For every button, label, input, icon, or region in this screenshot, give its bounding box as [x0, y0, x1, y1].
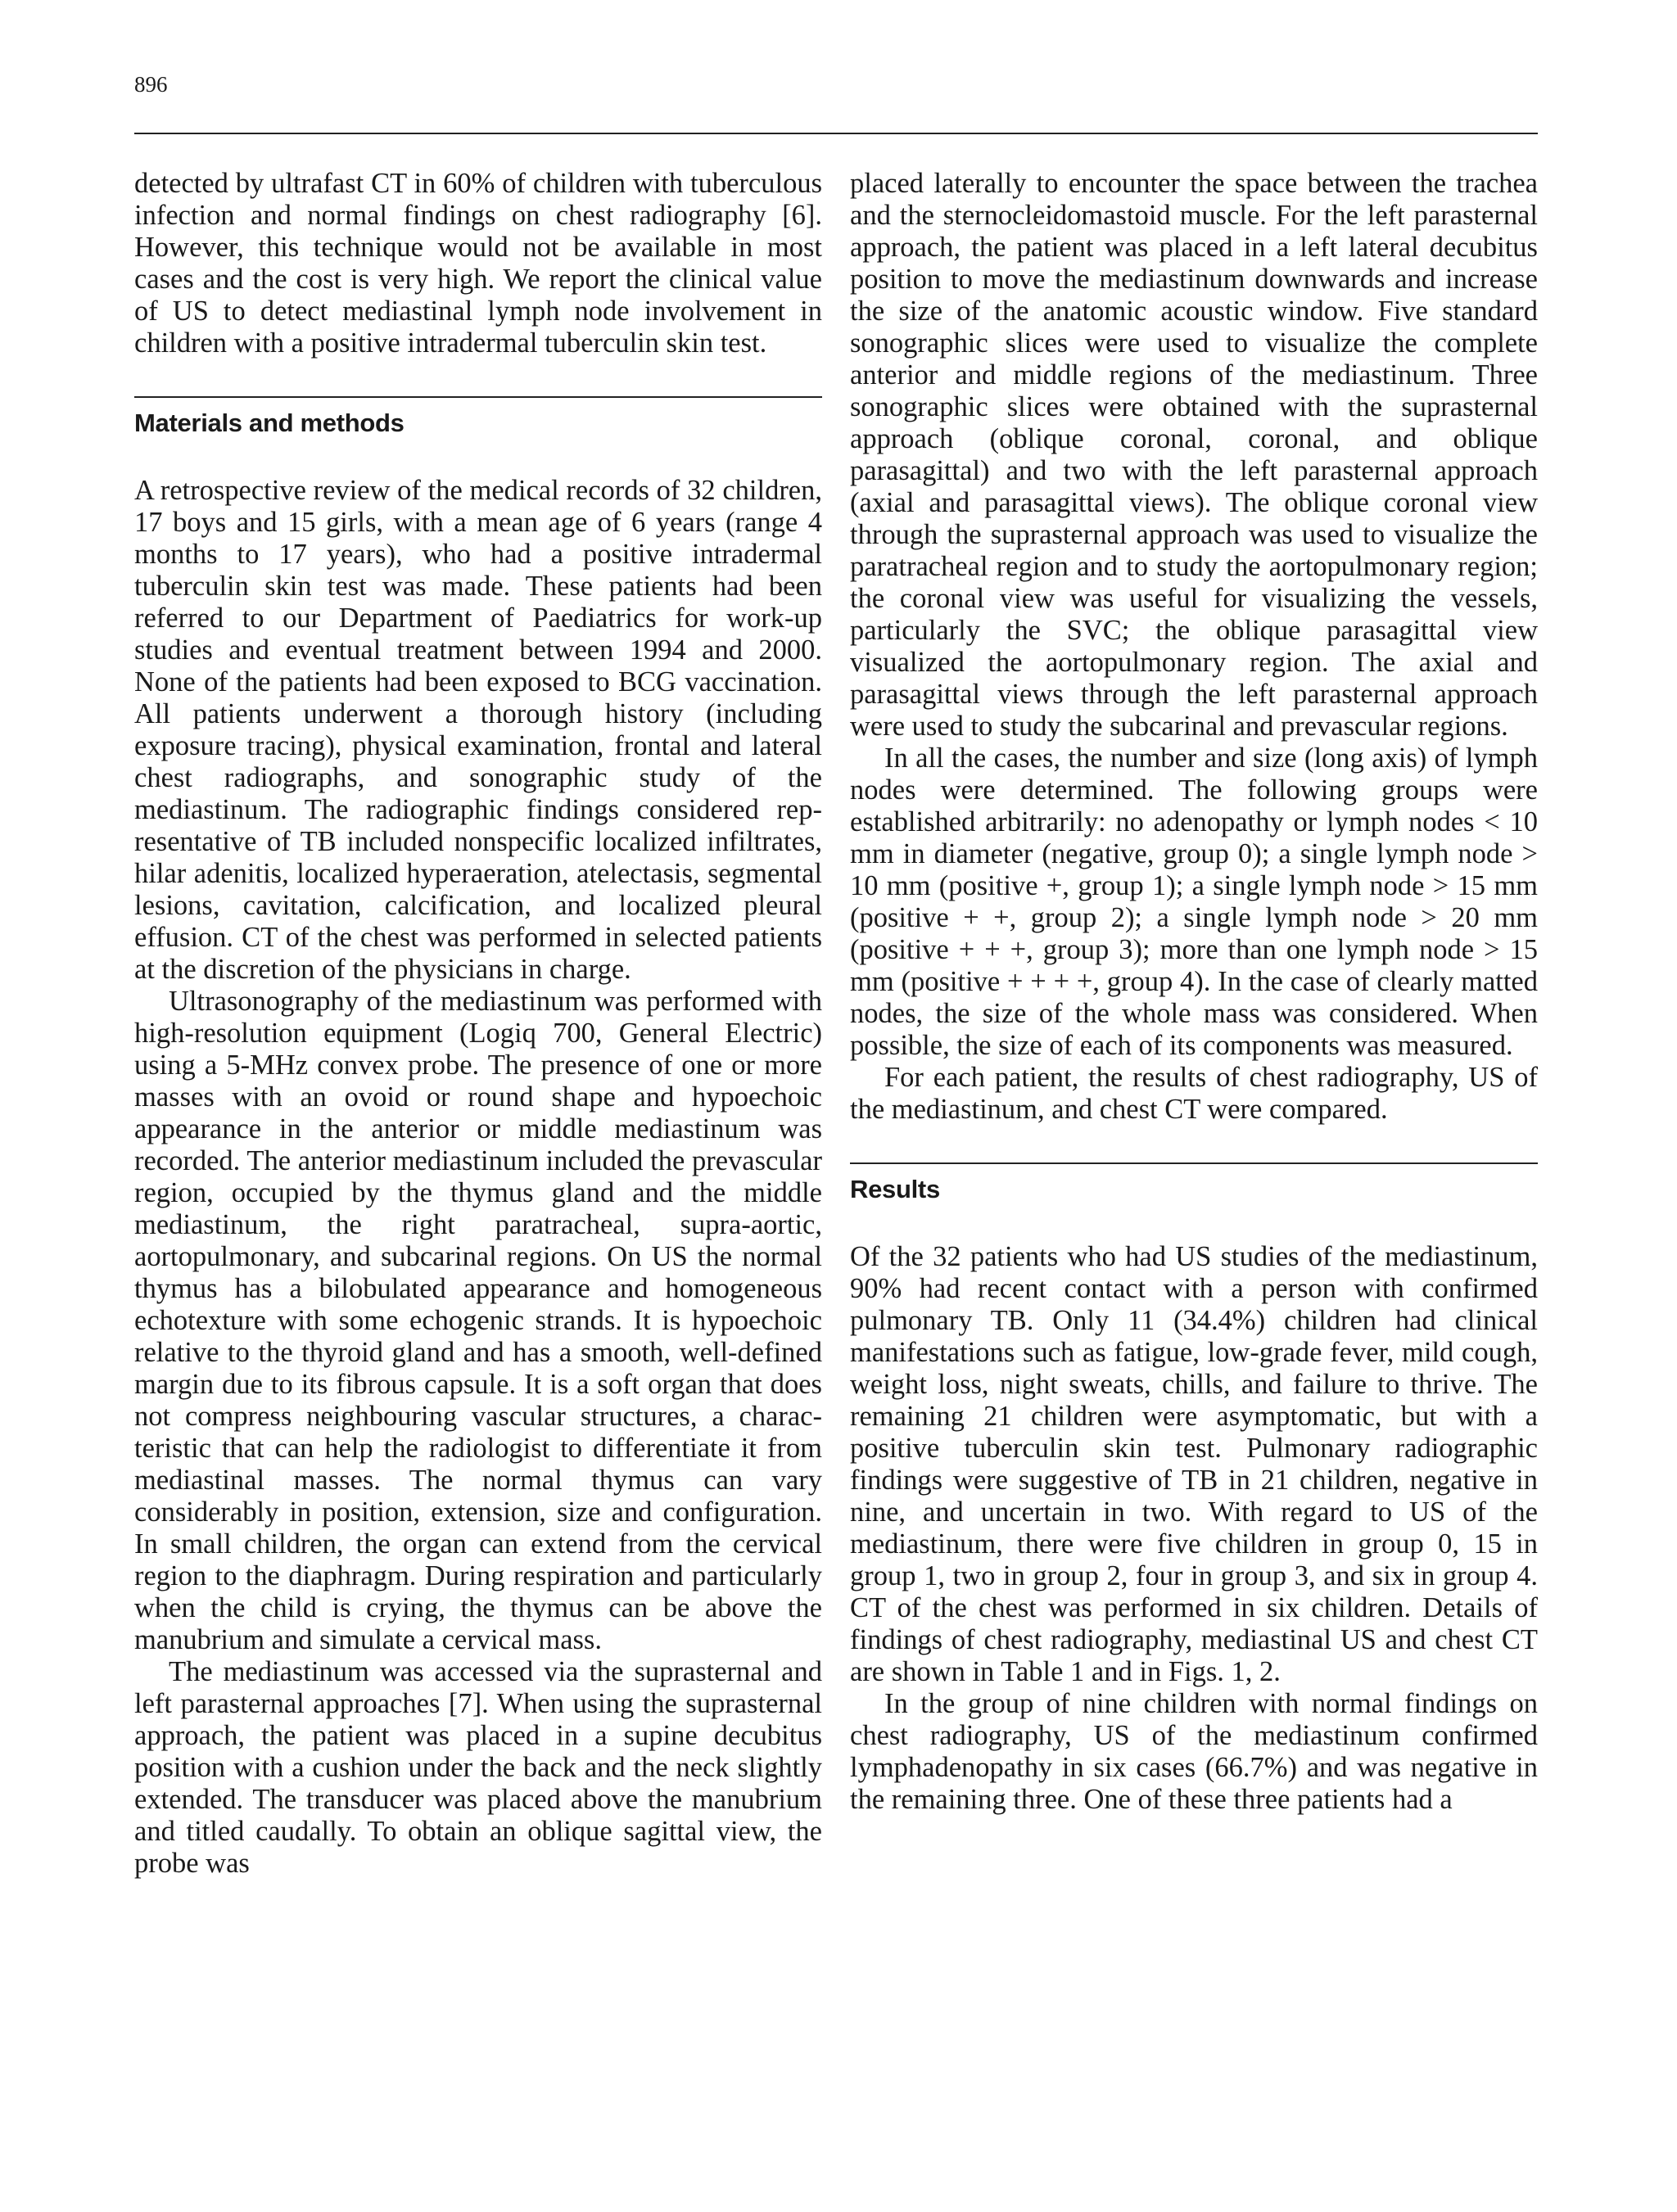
section-heading-materials-methods: Materials and methods [134, 396, 822, 439]
right-column [850, 168, 1538, 1816]
results-paragraph-normal-radiography: In the group of nine children with normal findings on chest radiography, US of the mediastinum confirmed lymphadenopathy in six cases (66.7%) and was negative in the remaining three. One of these three patients had a [850, 1688, 1538, 1815]
methods-paragraph-lymph-groups: In all the cases, the number and size (long axis) of lymph nodes were determined. The following groups were established arbitrarily: no adenopathy or lymph nodes < 10 mm in diameter (negative, group 0); a single lymph node > 10 mm (positive +, group 1); a single lymph node > 15 mm (positive + +, group 2); a single lymph node > 20 mm (positive + + +, group 3); more than one lymph node > 15 mm (positive + + + +, group 4). In the case of clearly matted nodes, the size of the whole mass was considered. When possible, the size of each of its components was measured. [850, 743, 1538, 1061]
methods-paragraph-continued: placed laterally to encounter the space between the trachea and the sternocleidomastoid muscle. For the left parasternal approach, the patient was placed in a left lateral decubitus position to move the mediastinum downwards and increase the size of the anatomic acoustic window. Five standard sonographic slices were used to visualize the complete anterior and middle regions of the mediastinum. Three sonographic slices were obtained with the suprasternal approach (oblique coronal, coronal, and oblique parasagittal) and two with the left parasternal approach (axial and parasagittal views). The oblique coronal view through the suprasternal approach was used to visualize the paratracheal region and to study the aortopulmonary region; the coronal view was useful for visualizing the vessels, particularly the SVC; the oblique parasagittal view visualized the aortopulmonary region. The axial and parasagittal views through the left parasternal approach were used to study the subcarinal and prevascular regions. [850, 168, 1538, 742]
methods-paragraph-ultrasonography: Ultrasonography of the mediastinum was performed with high-resolution equipment (Logiq 700, General Electric) using a 5-MHz convex probe. The presence of one or more masses with an ovoid or round shape and hypoechoic appearance in the anterior or middle mediastinum was recorded. The anterior mediastinum included the prevascular region, occupied by the thymus gland and the middle mediastinum, the right paratracheal, supra-aortic, aortopulmonary, and subcarinal regions. On US the normal thymus has a bilobulated appearance and homogeneous echotexture with some echogenic strands. It is hypoechoic relative to the thyroid gland and has a smooth, well-defined margin due to its fibrous capsule. It is a soft organ that does not compress neighbouring vascular structures, a characteristic that can help the radiologist to differentiate it from mediastinal masses. The normal thymus can vary considerably in position, extension, size and configuration. In small children, the organ can extend from the cervical region to the diaphragm. During respiration and particularly when the child is crying, the thymus can be above the manubrium and simulate a cervical mass. [134, 986, 822, 1655]
methods-paragraph-review: A retrospective review of the medical records of 32 children, 17 boys and 15 girls, with a mean age of 6 years (range 4 months to 17 years), who had a positive intradermal tuberculin skin test was made. These patients had been referred to our Department of Paediatrics for work-up studies and eventual treatment between 1994 and 2000. None of the patients had been exposed to BCG vaccination. All patients underwent a thorough history (including exposure tracing), physical examination, frontal and lateral chest radiographs, and sonographic study of the mediastinum. The radiographic findings considered representative of TB included nonspecific localized infiltrates, hilar adenitis, localized hyperaeration, atelectasis, segmental lesions, cavitation, calcification, and localized pleural effusion. CT of the chest was performed in selected patients at the discretion of the physicians in charge. [134, 475, 822, 985]
results-paragraph-patients: Of the 32 patients who had US studies of the mediastinum, 90% had recent contact with a person with confirmed pulmonary TB. Only 11 (34.4%) children had clinical manifestations such as fatigue, low-grade fever, mild cough, weight loss, night sweats, chills, and failure to thrive. The remaining 21 children were asymptomatic, but with a positive tuberculin skin test. Pulmonary radiographic findings were suggestive of TB in 21 children, negative in nine, and uncertain in two. With regard to US of the mediastinum, there were five children in group 0, 15 in group 1, two in group 2, four in group 3, and six in group 4. CT of the chest was performed in six children. Details of findings of chest radiography, mediastinal US and chest CT are shown in Table 1 and in Figs. 1, 2. [850, 1241, 1538, 1687]
methods-paragraph-approaches: The mediastinum was accessed via the suprasternal and left parasternal approaches [7]. When using the suprasternal approach, the patient was placed in a supine decubitus position with a cushion under the back and the neck slightly extended. The transducer was placed above the manubrium and titled caudally. To obtain an oblique sagittal view, the probe was [134, 1656, 822, 1879]
header-rule [134, 133, 1538, 134]
intro-paragraph: detected by ultrafast CT in 60% of children with tuberculous infection and normal findings on chest radiography [6]. However, this technique would not be available in most cases and the cost is very high. We report the clinical value of US to detect mediastinal lymph node involvement in children with a positive intradermal tuberculin skin test. [134, 168, 822, 359]
page-number: 896 [134, 72, 168, 97]
section-heading-results: Results [850, 1162, 1538, 1205]
methods-paragraph-comparison: For each patient, the results of chest radiography, US of the mediastinum, and chest CT were compared. [850, 1062, 1538, 1125]
left-column [134, 168, 822, 1880]
